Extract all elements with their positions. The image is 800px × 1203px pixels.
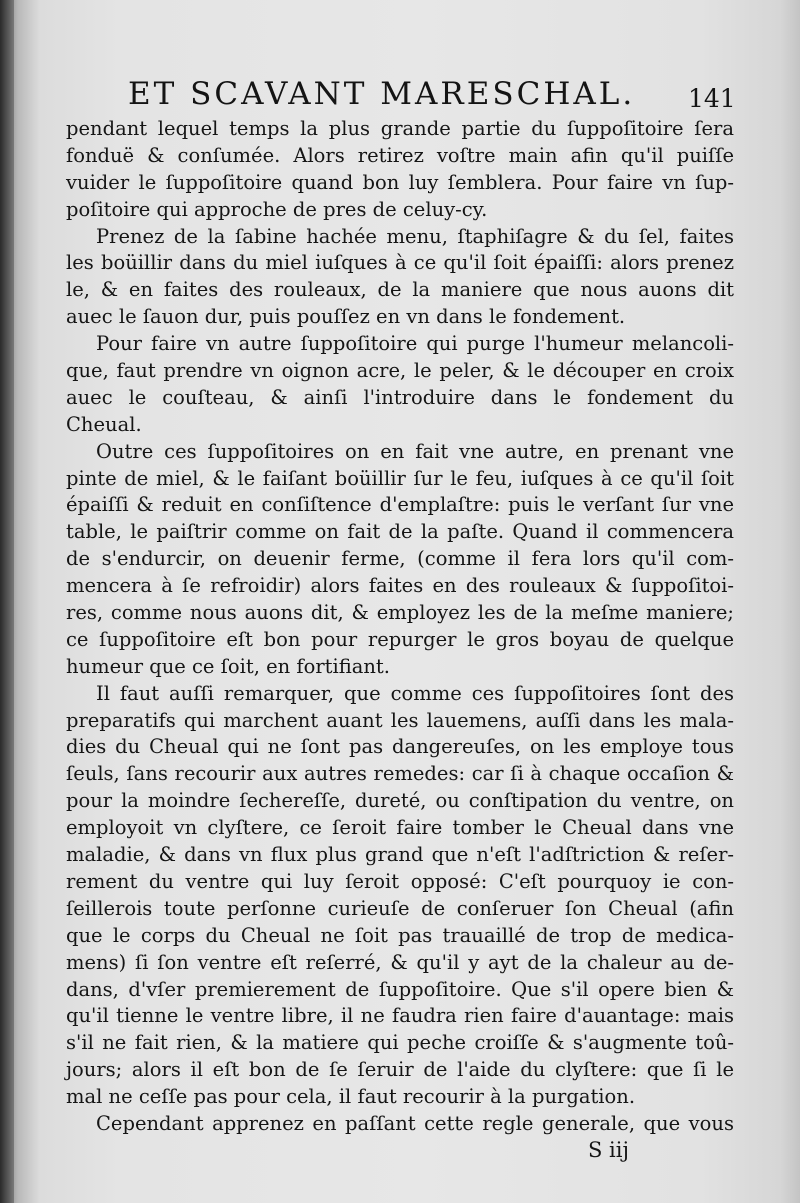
text-line: maladie, & dans vn flux plus grand que n'eſt l'adſtriction & reſer- — [66, 843, 734, 867]
text-line: pinte de miel, & le faiſant boüillir ſur le feu, iuſques à ce qu'il ſoit — [66, 466, 734, 490]
text-line: Il faut auſſi remarquer, que comme ces ſuppoſitoires ſont des — [96, 681, 734, 705]
text-line: vuider le ſuppoſitoire quand bon luy ſemblera. Pour faire vn ſup- — [66, 170, 734, 194]
text-line: auec le couſteau, & ainſi l'introduire dans le fondement du — [66, 385, 734, 409]
text-line: ſeuls, ſans recourir aux autres remedes: car ſi à chaque occaſion & — [66, 762, 734, 786]
text-line: que, faut prendre vn oignon acre, le peler, & le découper en croix — [66, 359, 734, 383]
text-line: Cheual. — [66, 412, 142, 436]
text-line: fonduë & conſumée. Alors retirez voſtre main afin qu'il puiſſe — [66, 143, 734, 167]
page-number: 141 — [688, 84, 736, 113]
running-head-title: ET SCAVANT MARESCHAL. — [128, 76, 636, 112]
text-line: pour la moindre ſechereſſe, dureté, ou conſtipation du ventre, on — [66, 789, 734, 813]
text-line: auec le ſauon dur, puis pouſſez en vn dans le fondement. — [66, 305, 626, 329]
text-line: Outre ces ſuppoſitoires on en fait vne autre, en prenant vne — [96, 439, 734, 463]
text-line: ce ſuppoſitoire eſt bon pour repurger le gros boyau de quelque — [66, 627, 734, 651]
text-line: preparatifs qui marchent auant les lauemens, auſſi dans les mala- — [66, 708, 734, 732]
text-line: ſeillerois toute perſonne curieuſe de conſeruer ſon Cheual (afin — [66, 896, 734, 920]
text-line: jours; alors il eſt bon de ſe ſeruir de l'aide du clyſtere: que ſi le — [66, 1058, 734, 1082]
text-line: qu'il tienne le ventre libre, il ne faudra rien faire d'auantage: mais — [66, 1004, 734, 1028]
text-line: Pour faire vn autre ſuppoſitoire qui purge l'humeur melancoli- — [96, 332, 734, 356]
text-line: épaiſſi & reduit en conſiſtence d'emplaſtre: puis le verſant ſur vne — [66, 493, 734, 517]
text-line: res, comme nous auons dit, & employez les de la meſme maniere; — [66, 601, 734, 625]
text-line: de s'endurcir, on deuenir ferme, (comme il fera lors qu'il com- — [66, 547, 734, 571]
text-line: humeur que ce ſoit, en fortifiant. — [66, 654, 390, 678]
running-head — [0, 76, 800, 116]
text-line: les boüillir dans du miel iuſques à ce qu'il ſoit épaiſſi: alors prenez — [66, 251, 734, 275]
text-line: dies du Cheual qui ne ſont pas dangereuſes, on les employe tous — [66, 735, 734, 759]
body-text — [66, 116, 734, 1138]
text-line: Prenez de la ſabine hachée menu, ſtaphiſagre & du ſel, faites — [96, 224, 734, 248]
text-line: table, le paiſtrir comme on fait de la paſte. Quand il commencera — [66, 520, 734, 544]
text-line: pendant lequel temps la plus grande partie du ſuppoſitoire ſera — [66, 117, 734, 140]
text-line: mens) ſi ſon ventre eſt reſerré, & qu'il y ayt de la chaleur au de- — [66, 950, 734, 974]
text-line: employoit vn clyſtere, ce ſeroit faire tomber le Cheual dans vne — [66, 816, 734, 840]
text-line: que le corps du Cheual ne ſoit pas trauaillé de trop de medica- — [66, 923, 734, 947]
text-line: rement du ventre qui luy ſeroit opposé: C'eſt pourquoy ie con- — [66, 869, 734, 893]
signature-mark: S iij — [588, 1138, 630, 1162]
text-line: s'il ne fait rien, & la matiere qui peche croiſſe & s'augmente toû- — [66, 1031, 734, 1055]
text-line: Cependant apprenez en paſſant cette regle generale, que vous — [96, 1111, 734, 1135]
text-line: mal ne ceſſe pas pour cela, il faut recourir à la purgation. — [66, 1085, 636, 1109]
text-line: poſitoire qui approche de pres de celuy-cy. — [66, 197, 488, 221]
text-line: le, & en faites des rouleaux, de la maniere que nous auons dit — [66, 278, 734, 302]
text-line: dans, d'vſer premierement de ſuppoſitoire. Que s'il opere bien & — [66, 977, 734, 1001]
text-line: mencera à ſe refroidir) alors faites en des rouleaux & ſuppoſitoi- — [66, 574, 734, 598]
